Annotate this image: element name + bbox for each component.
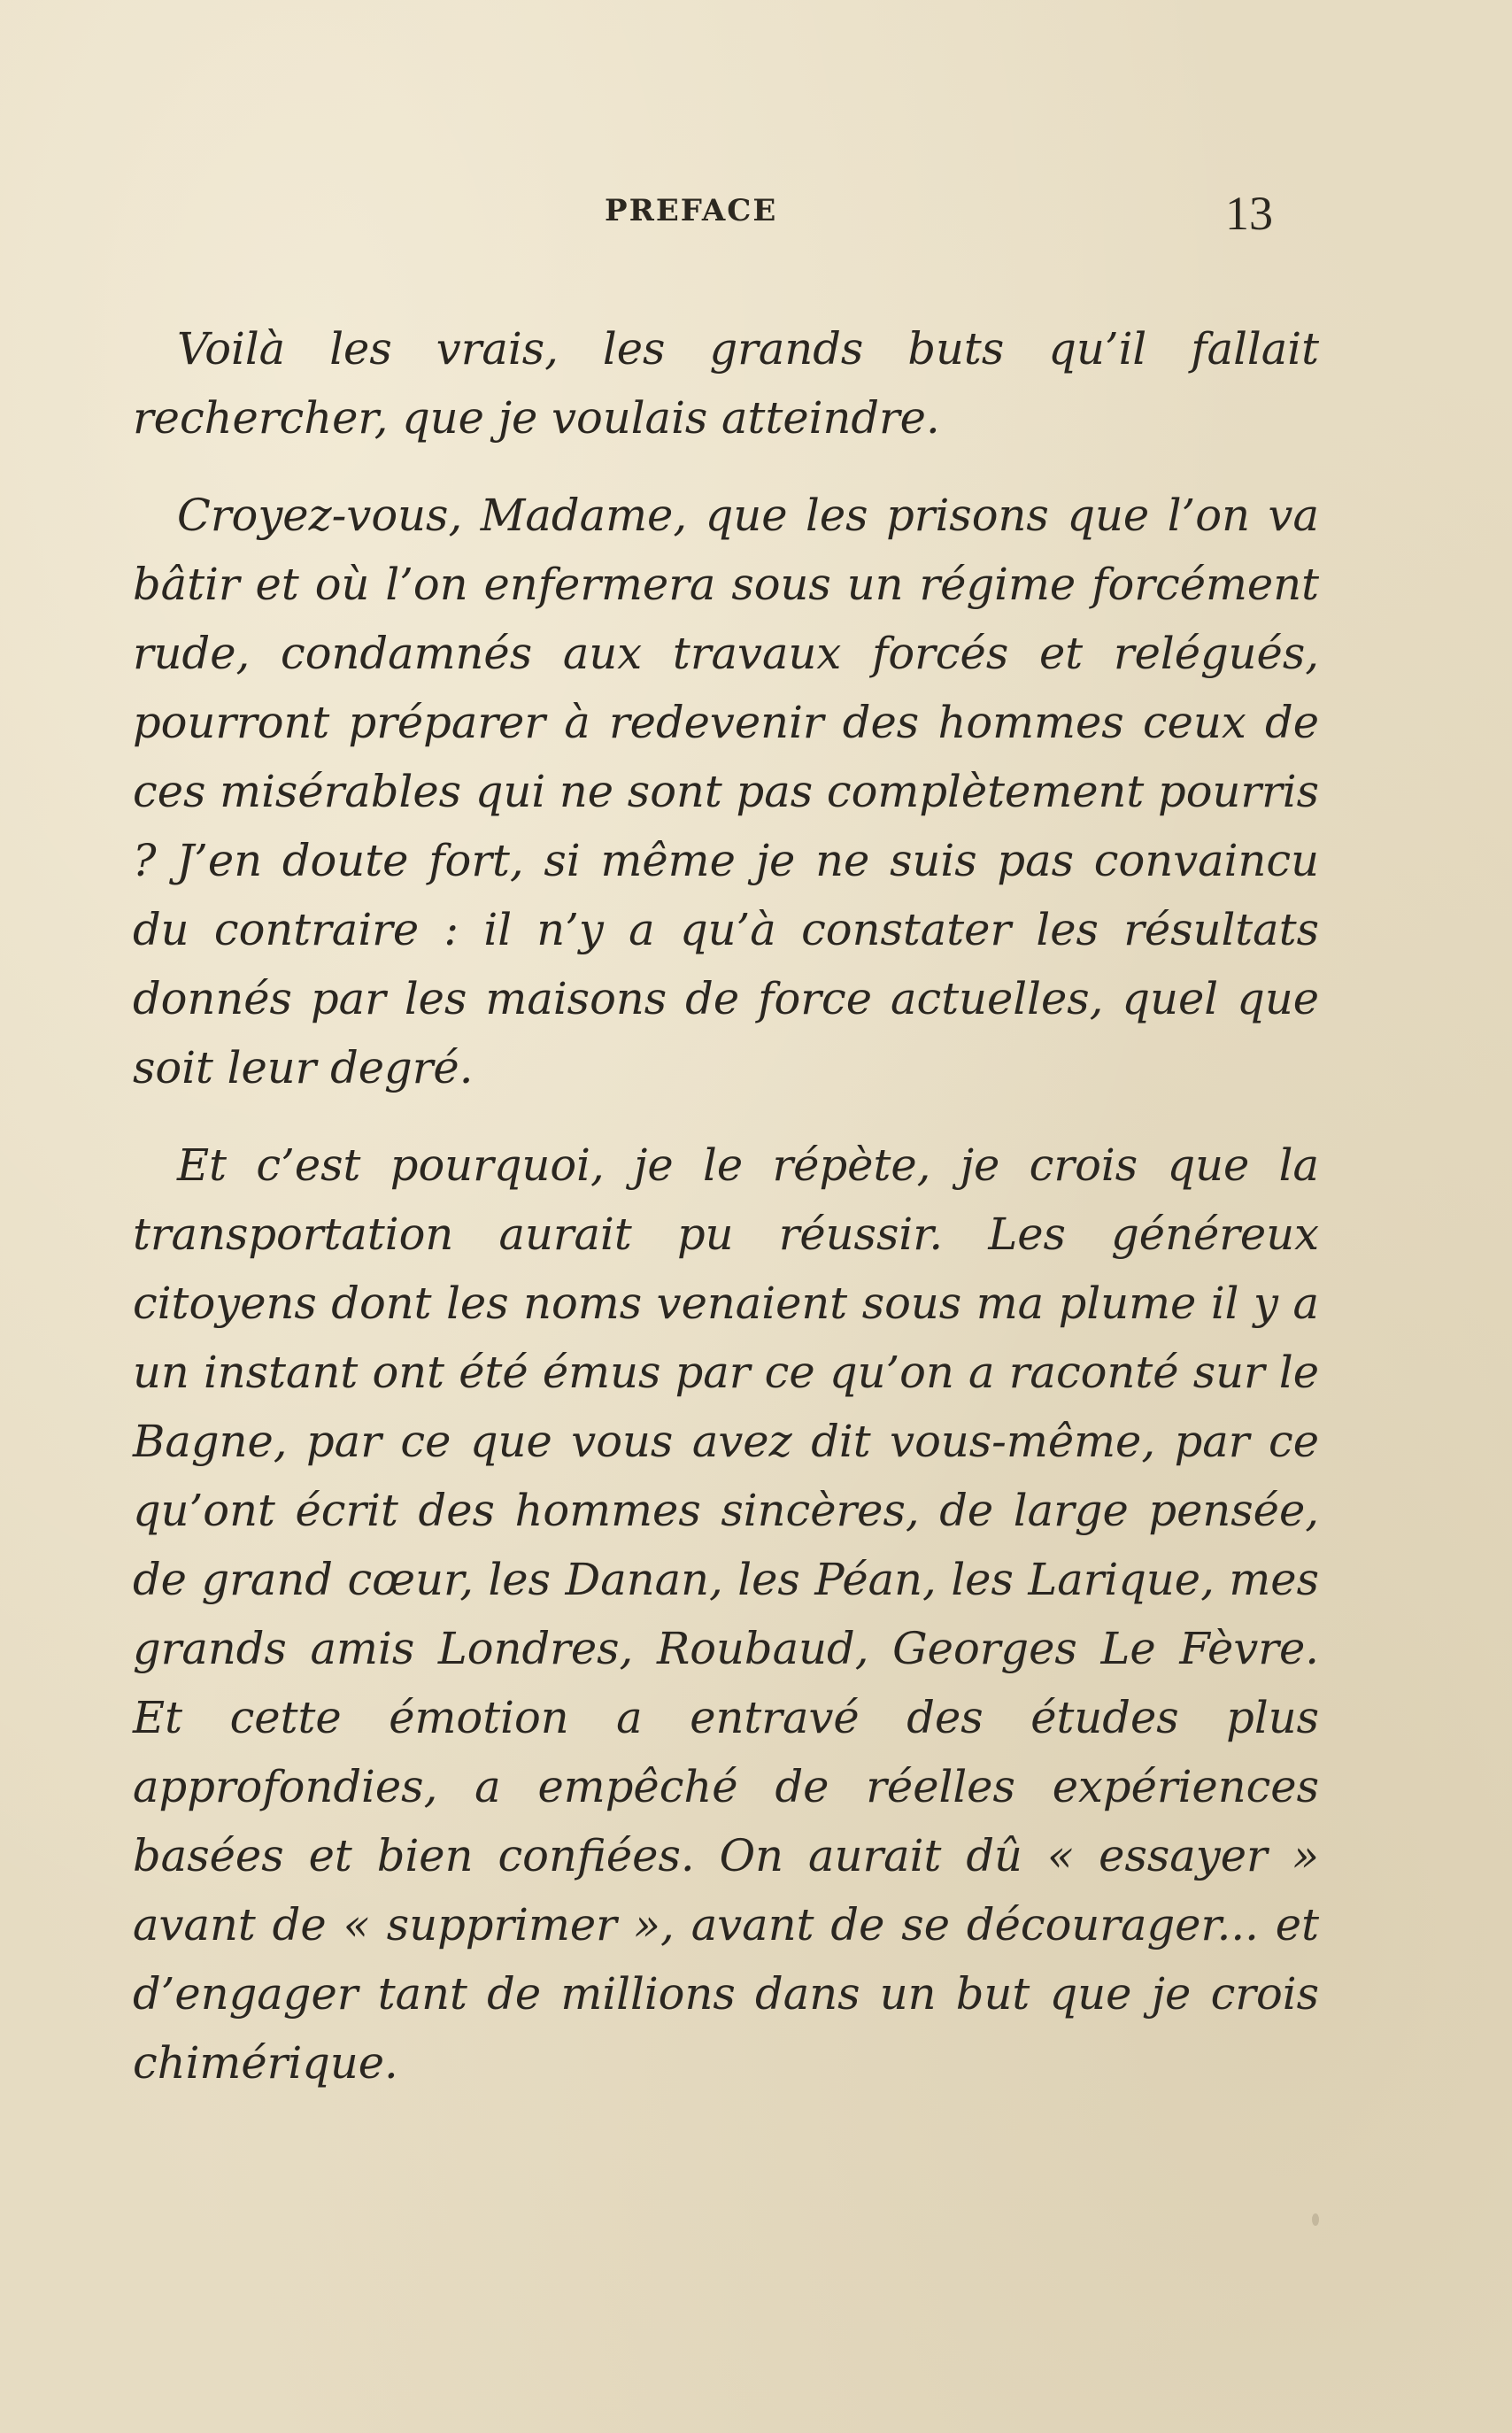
running-head: PREFACE: [605, 193, 778, 228]
paper-speck: [1312, 2213, 1319, 2226]
page-number: 13: [1225, 187, 1273, 240]
paragraph-1: Voilà les vrais, les grands buts qu’il fallait rechercher, que je voulais atteindre.: [133, 323, 1319, 444]
paragraph-2: Croyez-vous, Madame, que les prisons que l’on va bâtir et où l’on enfermera sous un régime forcément rude, condamnés aux travaux forcés et relégués, pourront préparer à redevenir des hommes ceux de ces misérables qui ne sont pas complètement pourris ? J’en doute fort, si même je ne suis pas convaincu du contraire : il n’y a qu’à constater les résultats donnés par les maisons de force actuelles, quel que soit leur degré.: [133, 490, 1319, 1093]
body-text: [133, 314, 1319, 2097]
paragraph-3: Et c’est pourquoi, je le répète, je crois que la transportation aurait pu réussir. Les généreux citoyens dont les noms venaient sous ma plume il y a un instant ont été émus par ce qu’on a raconté sur le Bagne, par ce que vous avez dit vous-même, par ce qu’ont écrit des hommes sincères, de large pensée, de grand cœur, les Danan, les Péan, les Larique, mes grands amis Londres, Roubaud, Georges Le Fèvre. Et cette émotion a entravé des études plus approfondies, a empêché de réelles expériences basées et bien confiées. On aurait dû « essayer » avant de « supprimer », avant de se décourager... et d’engager tant de millions dans un but que je crois chimérique.: [133, 1139, 1319, 2089]
